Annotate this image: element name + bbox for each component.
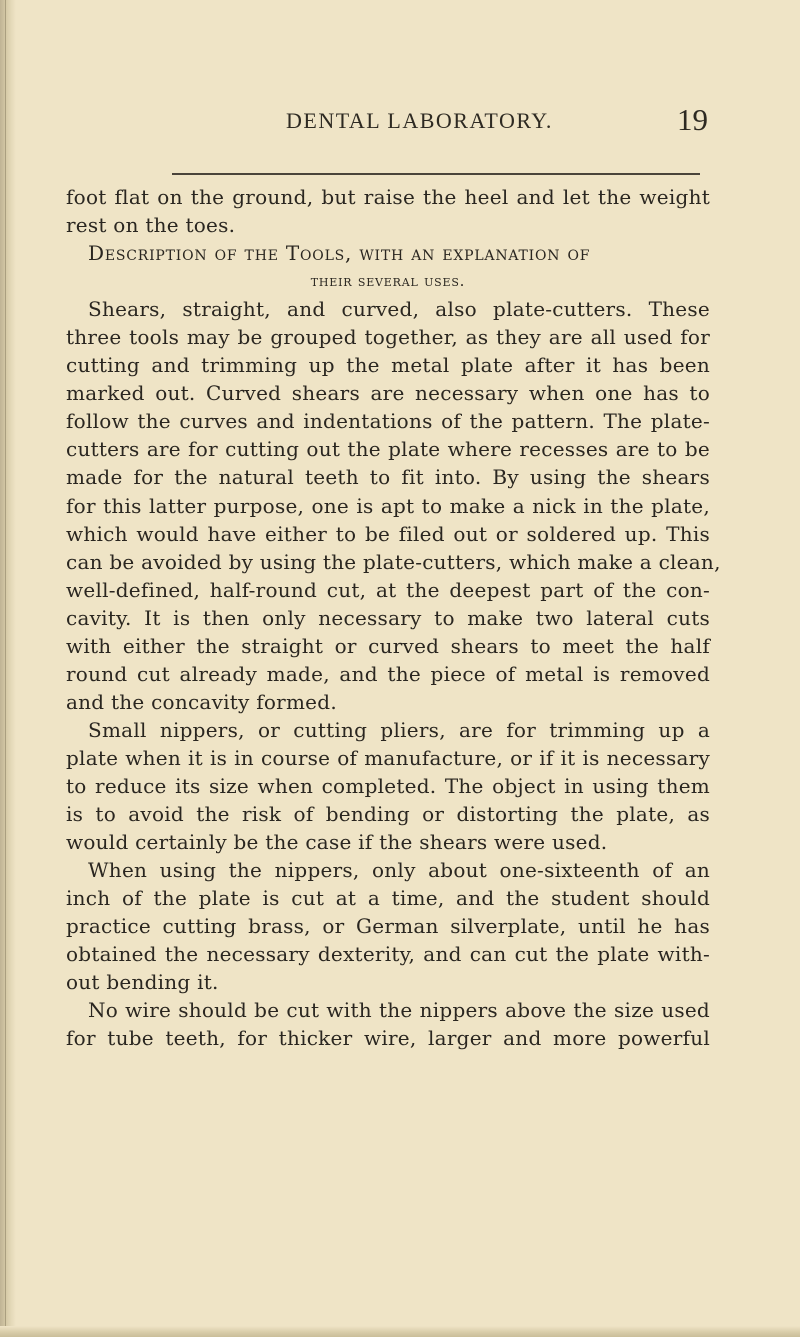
page-number: 19 bbox=[677, 102, 708, 137]
text-line: obtained the necessary dexterity, and can cut the plate with- bbox=[66, 942, 710, 967]
section-heading: Description of the Tools, with an explanation of bbox=[88, 241, 591, 266]
text-line: and the concavity formed. bbox=[66, 689, 337, 714]
text-line: cutting and trimming up the metal plate after it has been bbox=[66, 353, 710, 378]
text-line: round cut already made, and the piece of metal is removed bbox=[66, 661, 710, 686]
text-line: inch of the plate is cut at a time, and the student should bbox=[66, 886, 710, 911]
running-header bbox=[68, 102, 708, 138]
page-bottom-edge bbox=[0, 1326, 800, 1337]
text-line: rest on the toes. bbox=[66, 213, 236, 238]
text-line: marked out. Curved shears are necessary when one has to bbox=[66, 381, 710, 406]
text-line: three tools may be grouped together, as they are all used for bbox=[66, 325, 710, 350]
text-line: to reduce its size when completed. The object in using them bbox=[66, 773, 710, 798]
text-line: made for the natural teeth to fit into. By using the shears bbox=[66, 465, 710, 490]
text-line: which would have either to be filed out or soldered up. This bbox=[66, 521, 710, 546]
running-title: DENTAL LABORATORY. bbox=[286, 108, 553, 133]
text-line: When using the nippers, only about one-sixteenth of an bbox=[88, 858, 710, 883]
page-spine-shadow bbox=[0, 0, 16, 1337]
text-line: can be avoided by using the plate-cutters, which make a clean, bbox=[66, 549, 721, 574]
text-line: with either the straight or curved shears to meet the half bbox=[66, 633, 710, 658]
text-line: Shears, straight, and curved, also plate-cutters. These bbox=[88, 297, 710, 322]
text-line: Small nippers, or cutting pliers, are for trimming up a bbox=[88, 717, 710, 742]
header-rule bbox=[172, 173, 700, 175]
text-line: No wire should be cut with the nippers above the size used bbox=[88, 998, 710, 1023]
text-line: cavity. It is then only necessary to make two lateral cuts bbox=[66, 605, 710, 630]
text-line: cutters are for cutting out the plate where recesses are to be bbox=[66, 437, 710, 462]
text-line: plate when it is in course of manufacture, or if it is necessary bbox=[66, 745, 710, 770]
body-text bbox=[66, 183, 721, 1052]
text-line: foot flat on the ground, but raise the heel and let the weight bbox=[66, 185, 710, 209]
text-line: is to avoid the risk of bending or distorting the plate, as bbox=[66, 802, 710, 827]
binding-edge-line bbox=[5, 0, 6, 1337]
text-line: practice cutting brass, or German silverplate, until he has bbox=[66, 914, 710, 939]
text-line: out bending it. bbox=[66, 970, 219, 995]
text-line: would certainly be the case if the shears were used. bbox=[66, 830, 608, 855]
text-line: follow the curves and indentations of the pattern. The plate- bbox=[66, 409, 710, 434]
text-line: for this latter purpose, one is apt to make a nick in the plate, bbox=[66, 493, 710, 518]
section-heading-continuation: their several uses. bbox=[310, 272, 466, 291]
text-line: well-defined, half-round cut, at the deepest part of the con- bbox=[66, 577, 710, 602]
text-line: for tube teeth, for thicker wire, larger and more powerful bbox=[66, 1026, 710, 1051]
